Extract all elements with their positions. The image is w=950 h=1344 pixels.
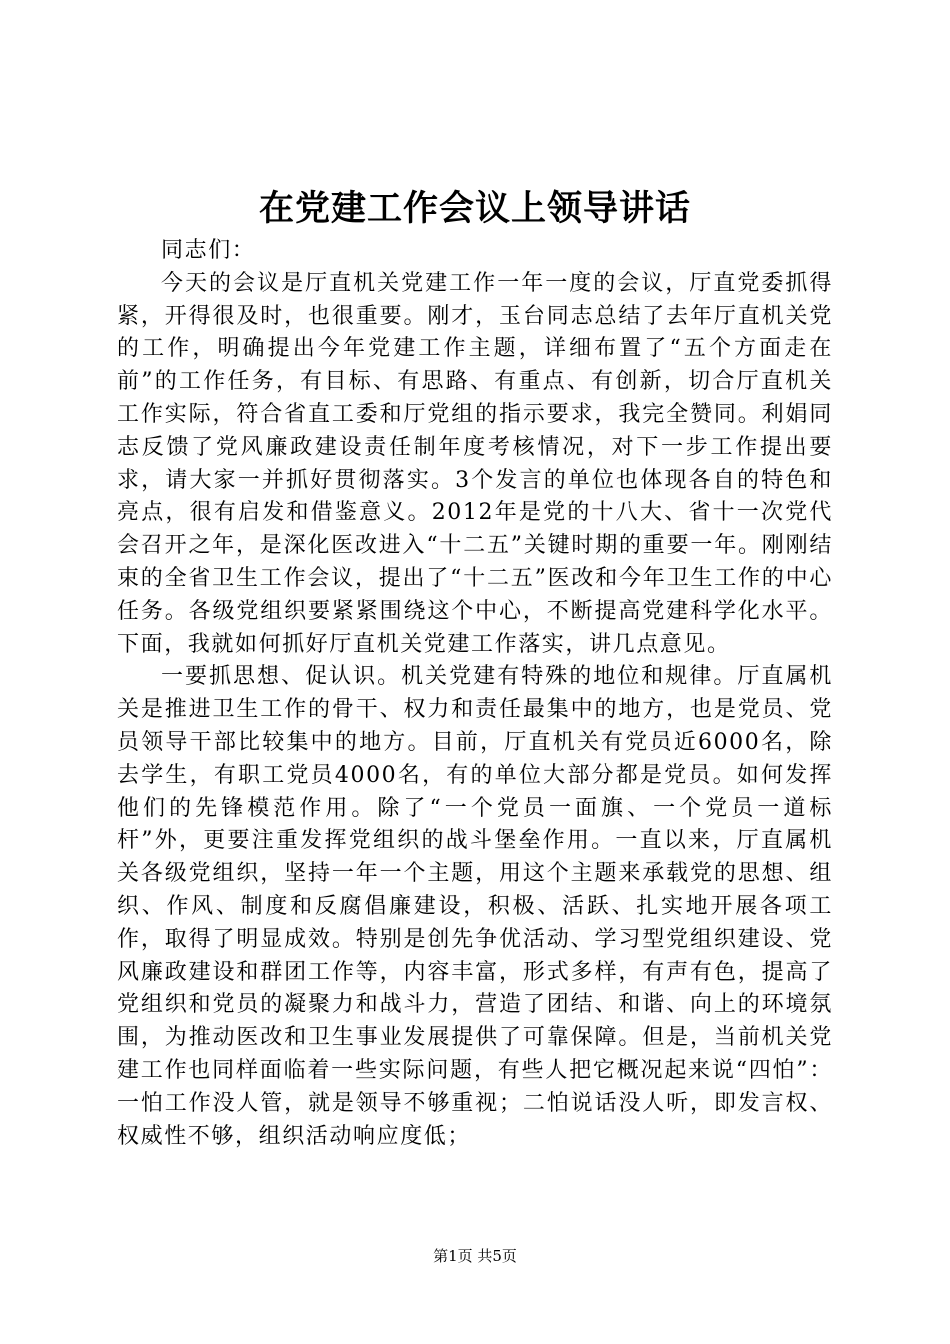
greeting-paragraph: 同志们：: [161, 238, 256, 263]
document-title: 在党建工作会议上领导讲话: [258, 188, 691, 229]
body-paragraph: 今天的会议是厅直机关党建工作一年一度的会议，厅直党委抓得紧，开得很及时，也很重要。刚才，玉台同志总结了去年厅直机关党的工作，明确提出今年党建工作主题，详细布置了“五个方面走在前”的工作任务，有目标、有思路、有重点、有创新，切合厅直机关工作实际，符合省直工委和厅党组的指示要求，我完全赞同。利娟同志反馈了党风廉政建设责任制年度考核情况，对下一步工作提出要求，请大家一并抓好贯彻落实。3个发言的单位也体现各自的特色和亮点，很有启发和借鉴意义。2012年是党的十八大、省十一次党代会召开之年，是深化医改进入“十二五”关键时期的重要一年。刚刚结束的全省卫生工作会议，提出了“十二五”医改和今年卫生工作的中心任务。各级党组织要紧紧围绕这个中心，不断提高党建科学化水平。下面，我就如何抓好厅直机关党建工作落实，讲几点意见。: [117, 270, 833, 657]
document-body: [117, 235, 833, 1153]
page-footer: 第1页 共5页: [433, 1247, 517, 1265]
body-paragraph: 一要抓思想、促认识。机关党建有特殊的地位和规律。厅直属机关是推进卫生工作的骨干、权力和责任最集中的地方，也是党员、党员领导干部比较集中的地方。目前，厅直机关有党员近6000名，除去学生，有职工党员4000名，有的单位大部分都是党员。如何发挥他们的先锋模范作用。除了“一个党员一面旗、一个党员一道标杆”外，更要注重发挥党组织的战斗堡垒作用。一直以来，厅直属机关各级党组织，坚持一年一个主题，用这个主题来承载党的思想、组织、作风、制度和反腐倡廉建设，积极、活跃、扎实地开展各项工作，取得了明显成效。特别是创先争优活动、学习型党组织建设、党风廉政建设和群团工作等，内容丰富，形式多样，有声有色，提高了党组织和党员的凝聚力和战斗力，营造了团结、和谐、向上的环境氛围，为推动医改和卫生事业发展提供了可靠保障。但是，当前机关党建工作也同样面临着一些实际问题，有些人把它概况起来说“四怕”：一怕工作没人管，就是领导不够重视；二怕说话没人听，即发言权、权威性不够，组织活动响应度低；: [117, 664, 833, 1149]
